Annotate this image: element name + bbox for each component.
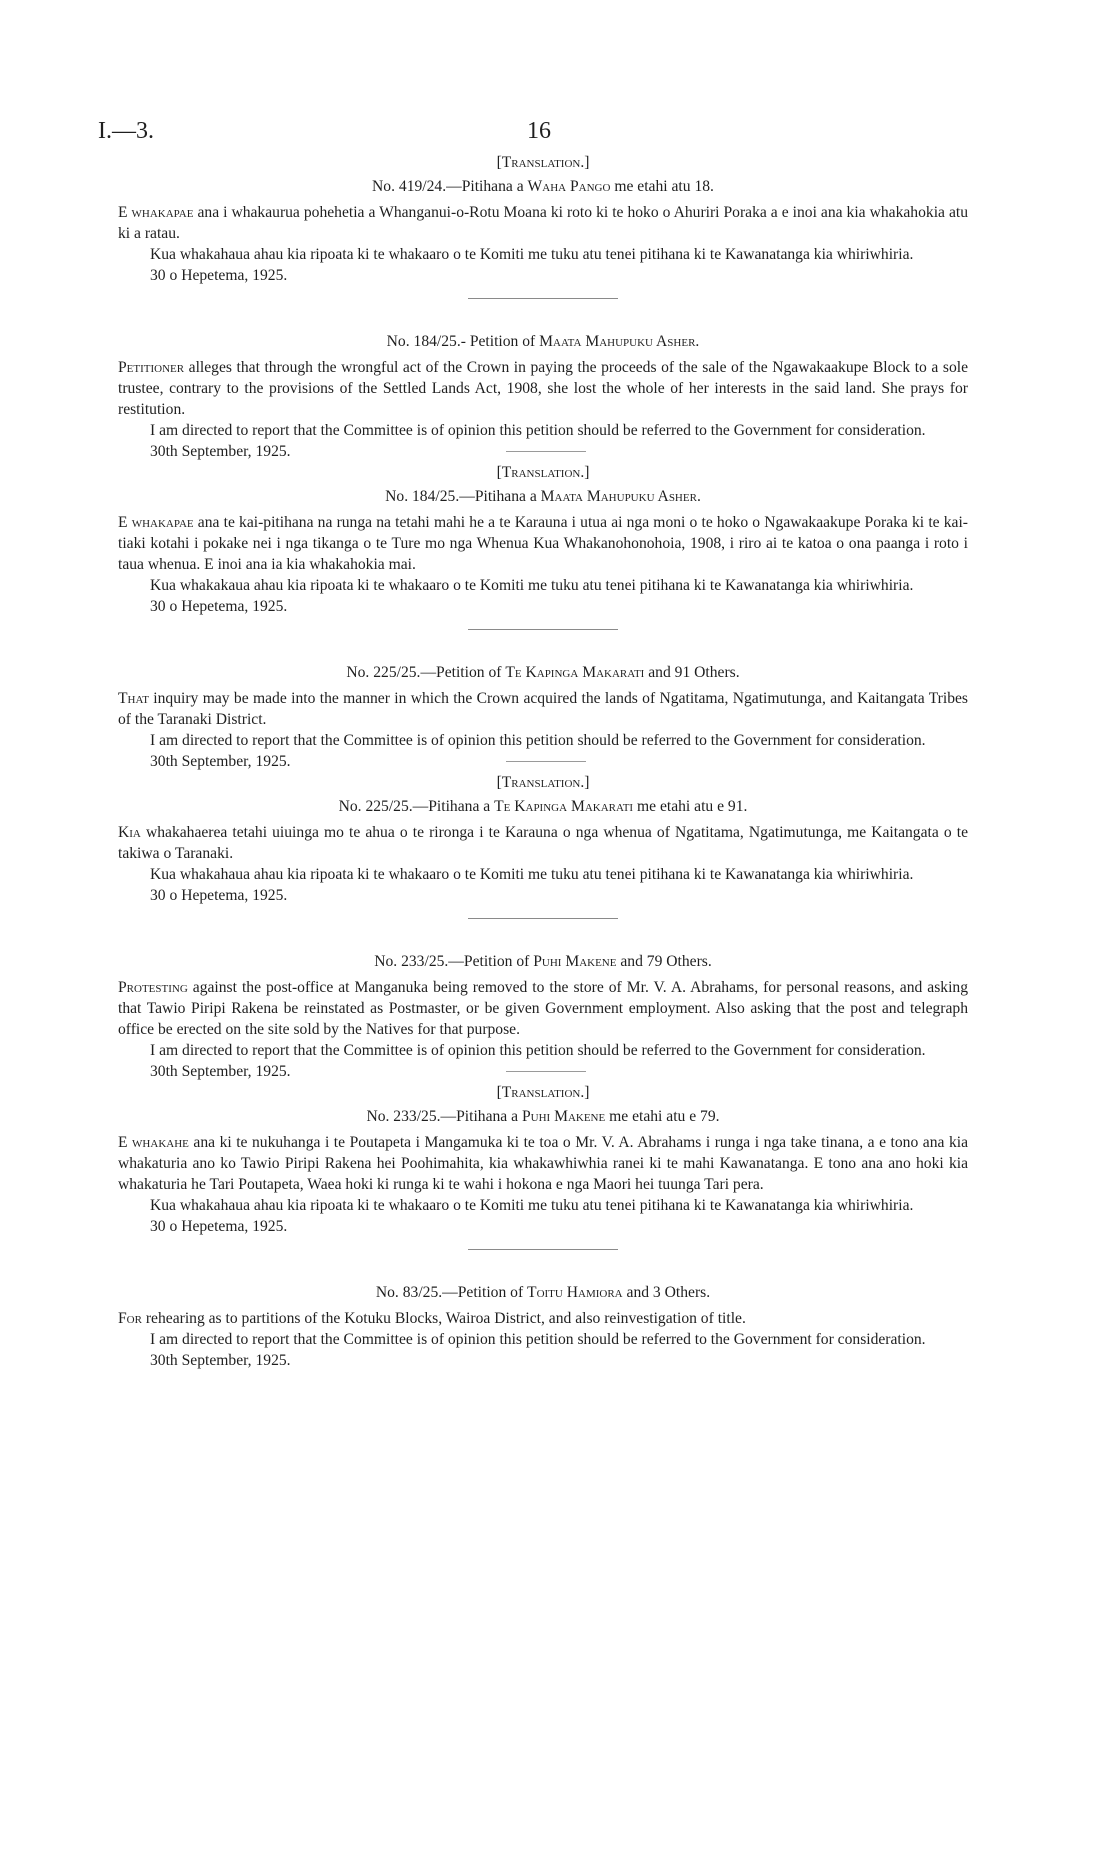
petition-body: E whakahe ana ki te nukuhanga i te Poutapeta i Mangamuka ki te toa o Mr. V. A. Abrahams i runga i nga take tinana, a e tono ana kia whakaturia ano ko Tawio Piripi Rakena hei Poohimahita, kia whakawhiwhia ranei ki te mahi Kawanatanga. E tono ana ano hoki kia whakaturia he Tari Poutapeta, Waea hoki ki runga ki te wahi i hokona e nga Maori hei tuunga Tari pera.: [118, 1134, 968, 1193]
petitions-content: [118, 150, 968, 1371]
petitioner-name: Te Kapinga Makarati: [494, 798, 634, 815]
petition-body: E whakapae ana i whakaurua pohehetia a Whanganui-o-Rotu Moana ki roto ki te hoko o Ahuriri Poraka a e inoi ana kia whakahokia atu ki a ratau.: [118, 204, 969, 242]
petition-date: 30 o Hepetema, 1925.: [150, 598, 288, 615]
petition-184-25: [118, 331, 968, 462]
petition-title: No. 225/25.—Petition of Te Kapinga Makarati and 91 Others.: [346, 664, 740, 681]
petition-date: 30th September, 1925.: [150, 1352, 291, 1369]
translation-divider: [506, 761, 586, 762]
petitioner-name: Puhi Makene: [521, 1108, 606, 1125]
committee-recommendation: Kua whakakaua ahau kia ripoata ki te whakaaro o te Komiti me tuku atu tenei pitihana ki te Kawanatanga kia whiriwhiria.: [150, 577, 914, 594]
committee-recommendation: Kua whakahaua ahau kia ripoata ki te whakaaro o te Komiti me tuku atu tenei pitihana ki te Kawanatanga kia whiriwhiria.: [150, 1197, 914, 1214]
translation-label: [Translation.]: [496, 464, 590, 481]
section-divider: [468, 1249, 618, 1250]
petition-title: No. 233/25.—Pitihana a Puhi Makene me etahi atu e 79.: [366, 1108, 720, 1125]
petitioner-name: Te Kapinga Makarati: [505, 664, 645, 681]
petition-date: 30 o Hepetema, 1925.: [150, 887, 288, 904]
petition-233-25: [118, 951, 968, 1082]
petition-body: That inquiry may be made into the manner in which the Crown acquired the lands of Ngatitama, Ngatimutunga, and Kaitangata Tribes of the Taranaki District.: [118, 690, 968, 728]
petition-title: No. 184/25.—Pitihana a Maata Mahupuku Asher.: [385, 488, 701, 505]
petition-body: For rehearing as to partitions of the Kotuku Blocks, Wairoa District, and also reinvestigation of title.: [118, 1310, 746, 1327]
section-divider: [468, 918, 618, 919]
document-series-number: I.—3.: [98, 118, 154, 144]
translation-divider: [506, 451, 586, 452]
page-number: 16: [527, 118, 551, 144]
petition-184-25-translation: [118, 462, 968, 617]
petition-title: No. 419/24.—Pitihana a Waha Pango me etahi atu 18.: [372, 178, 714, 195]
petition-date: 30th September, 1925.: [150, 1063, 291, 1080]
section-divider: [468, 629, 618, 630]
translation-divider: [506, 1071, 586, 1072]
petition-date: 30th September, 1925.: [150, 443, 291, 460]
petition-83-25: [118, 1282, 968, 1371]
petition-233-25-translation: [118, 1082, 968, 1237]
petition-body: E whakapae ana te kai-pitihana na runga na tetahi mahi he a te Karauna i utua ai nga moni o te hoko o Ngawakaakupe Poraka ki te kai-tiaki kotahi i pokake nei i nga tikanga o te Ture mo nga Whenua Kua Whakanohonohoia, 1908, i riro ai te katoa o ona paanga i roto i taua whenua. E inoi ana ia kia whakahokia mai.: [118, 514, 968, 573]
petition-419-24-translation: [118, 152, 968, 286]
petition-title: No. 233/25.—Petition of Puhi Makene and 79 Others.: [374, 953, 712, 970]
petition-225-25-translation: [118, 772, 968, 906]
petition-title: No. 184/25.- Petition of Maata Mahupuku Asher.: [386, 333, 700, 350]
committee-recommendation: Kua whakahaua ahau kia ripoata ki te whakaaro o te Komiti me tuku atu tenei pitihana ki te Kawanatanga kia whiriwhiria.: [150, 246, 914, 263]
committee-recommendation: I am directed to report that the Committee is of opinion this petition should be referred to the Government for consideration.: [150, 422, 926, 439]
petition-title: No. 225/25.—Pitihana a Te Kapinga Makarati me etahi atu e 91.: [338, 798, 748, 815]
petition-body: Petitioner alleges that through the wrongful act of the Crown in paying the proceeds of the sale of the Ngawakaakupe Block to a sole trustee, contrary to the provisions of the Settled Lands Act, 1908, she lost the whole of her interests in the said land. She prays for restitution.: [118, 359, 968, 418]
section-divider: [468, 298, 618, 299]
petition-225-25: [118, 662, 968, 772]
petition-date: 30th September, 1925.: [150, 753, 291, 770]
translation-label: [Translation.]: [496, 774, 590, 791]
committee-recommendation: I am directed to report that the Committee is of opinion this petition should be referred to the Government for consideration.: [150, 1042, 926, 1059]
petition-title: No. 83/25.—Petition of Toitu Hamiora and 3 Others.: [375, 1284, 711, 1301]
petitioner-name: Maata Mahupuku Asher: [539, 333, 696, 350]
petition-body: Protesting against the post-office at Manganuka being removed to the store of Mr. V. A. Abrahams, for personal reasons, and asking that Tawio Piripi Rakena be reinstated as Postmaster, or be given Government employment. Also asking that the post and telegraph office be erected on the site sold by the Natives for that purpose.: [118, 979, 968, 1038]
committee-recommendation: I am directed to report that the Committee is of opinion this petition should be referred to the Government for consideration.: [150, 1331, 926, 1348]
translation-label: [Translation.]: [496, 1084, 590, 1101]
petition-date: 30 o Hepetema, 1925.: [150, 267, 288, 284]
petition-body: Kia whakahaerea tetahi uiuinga mo te ahua o te rironga i te Karauna o nga whenua of Ngatitama, Ngatimutunga, me Kaitangata o te takiwa o Taranaki.: [118, 824, 968, 862]
translation-label: [Translation.]: [496, 154, 590, 171]
petition-date: 30 o Hepetema, 1925.: [150, 1218, 288, 1235]
petitioner-name: Toitu Hamiora: [527, 1284, 623, 1301]
petitioner-name: Waha Pango: [527, 178, 611, 195]
committee-recommendation: I am directed to report that the Committee is of opinion this petition should be referred to the Government for consideration.: [150, 732, 926, 749]
petitioner-name: Maata Mahupuku Asher: [540, 488, 697, 505]
petitioner-name: Puhi Makene: [533, 953, 617, 970]
committee-recommendation: Kua whakahaua ahau kia ripoata ki te whakaaro o te Komiti me tuku atu tenei pitihana ki te Kawanatanga kia whiriwhiria.: [150, 866, 914, 883]
